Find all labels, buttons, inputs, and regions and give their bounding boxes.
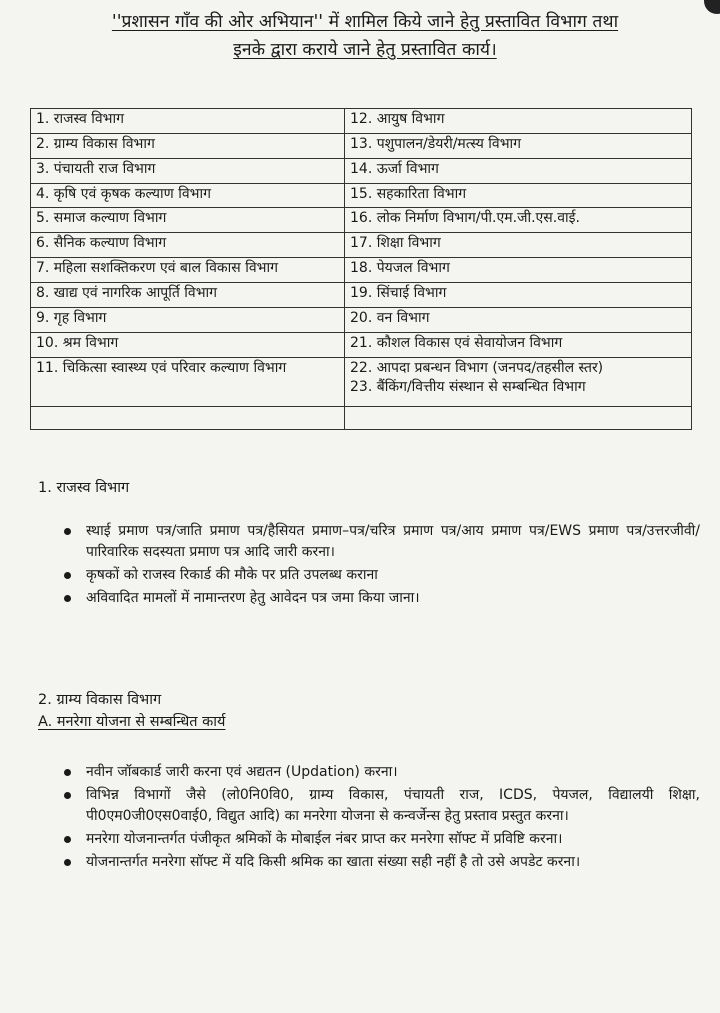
dept-cell-right: 14. ऊर्जा विभाग — [345, 158, 692, 183]
dept-cell-left: 2. ग्राम्य विकास विभाग — [31, 133, 345, 158]
dept-cell-right: 13. पशुपालन/डेयरी/मत्स्य विभाग — [345, 133, 692, 158]
list-item: मनरेगा योजनान्तर्गत पंजीकृत श्रमिकों के मोबाईल नंबर प्राप्त कर मनरेगा सॉफ्ट में प्रविष्टि करना। — [60, 829, 700, 850]
table-row — [31, 208, 692, 233]
title-line-2: इनके द्वारा कराये जाने हेतु प्रस्तावित कार्य। — [233, 40, 497, 60]
departments-table — [30, 108, 692, 430]
table-row — [31, 283, 692, 308]
table-row — [31, 183, 692, 208]
dept-cell-left: 4. कृषि एवं कृषक कल्याण विभाग — [31, 183, 345, 208]
dept-cell-left: 8. खाद्य एवं नागरिक आपूर्ति विभाग — [31, 283, 345, 308]
dept-cell-right: 19. सिंचाई विभाग — [345, 283, 692, 308]
table-row — [31, 158, 692, 183]
dept-22: 22. आपदा प्रबन्धन विभाग (जनपद/तहसील स्तर) — [350, 359, 604, 376]
dept-cell-left: 9. गृह विभाग — [31, 307, 345, 332]
list-item: नवीन जॉबकार्ड जारी करना एवं अद्यतन (Updation) करना। — [60, 762, 700, 783]
section-2-list — [60, 762, 700, 875]
dept-cell-left: 5. समाज कल्याण विभाग — [31, 208, 345, 233]
title-line-1: ''प्रशासन गाँव की ओर अभियान'' में शामिल किये जाने हेतु प्रस्तावित विभाग तथा — [111, 12, 619, 32]
dept-cell-right: 17. शिक्षा विभाग — [345, 233, 692, 258]
dept-cell-right: 15. सहकारिता विभाग — [345, 183, 692, 208]
dept-cell-right: 16. लोक निर्माण विभाग/पी.एम.जी.एस.वाई. — [345, 208, 692, 233]
dept-cell-left: 6. सैनिक कल्याण विभाग — [31, 233, 345, 258]
table-row — [31, 133, 692, 158]
table-row — [31, 233, 692, 258]
dept-cell-left: 11. चिकित्सा स्वास्थ्य एवं परिवार कल्याण विभाग — [31, 357, 345, 406]
list-item: स्थाई प्रमाण पत्र/जाति प्रमाण पत्र/हैसियत प्रमाण–पत्र/चरित्र प्रमाण पत्र/आय प्रमाण पत्र/EWS प्रमाण पत्र/उत्तरजीवी/पारिवारिक सदस्यता प्रमाण पत्र आदि जारी करना। — [60, 521, 700, 563]
list-item: कृषकों को राजस्व रिकार्ड की मौके पर प्रति उपलब्ध कराना — [60, 565, 700, 586]
section-2-heading: 2. ग्राम्य विकास विभाग — [38, 692, 162, 708]
table-row — [31, 109, 692, 134]
dept-cell-left: 3. पंचायती राज विभाग — [31, 158, 345, 183]
table-row — [31, 332, 692, 357]
section-1-list — [60, 521, 700, 611]
section-2-subheading: A. मनरेगा योजना से सम्बन्धित कार्य — [38, 714, 226, 730]
dept-cell-left: 7. महिला सशक्तिकरण एवं बाल विकास विभाग — [31, 258, 345, 283]
dept-cell-right: 20. वन विभाग — [345, 307, 692, 332]
table-row — [31, 258, 692, 283]
section-1-heading: 1. राजस्व विभाग — [38, 480, 130, 496]
dept-cell-left: 10. श्रम विभाग — [31, 332, 345, 357]
dept-cell-right — [345, 357, 692, 406]
list-item: अविवादित मामलों में नामान्तरण हेतु आवेदन पत्र जमा किया जाना। — [60, 588, 700, 609]
dept-cell-right: 21. कौशल विकास एवं सेवायोजन विभाग — [345, 332, 692, 357]
list-item: योजनान्तर्गत मनरेगा सॉफ्ट में यदि किसी श्रमिक का खाता संख्या सही नहीं है तो उसे अपडेट करना। — [60, 852, 700, 873]
table-row — [31, 357, 692, 406]
dept-23: 23. बैंकिंग/वित्तीय संस्थान से सम्बन्धित विभाग — [350, 378, 586, 395]
table-row — [31, 307, 692, 332]
dept-cell-left: 1. राजस्व विभाग — [31, 109, 345, 134]
list-item: विभिन्न विभागों जैसे (लो0नि0वि0, ग्राम्य विकास, पंचायती राज, ICDS, पेयजल, विद्यालयी शिक्षा, पी0एम0जी0एस0वाई0, विद्युत आदि) का मनरेगा योजना से कन्वर्जेन्स हेतु प्रस्ताव प्रस्तुत करना। — [60, 785, 700, 827]
dept-cell-right: 12. आयुष विभाग — [345, 109, 692, 134]
dept-cell-right: 18. पेयजल विभाग — [345, 258, 692, 283]
table-row-empty — [31, 407, 692, 430]
page-title — [30, 8, 700, 64]
corner-mark — [704, 0, 720, 14]
